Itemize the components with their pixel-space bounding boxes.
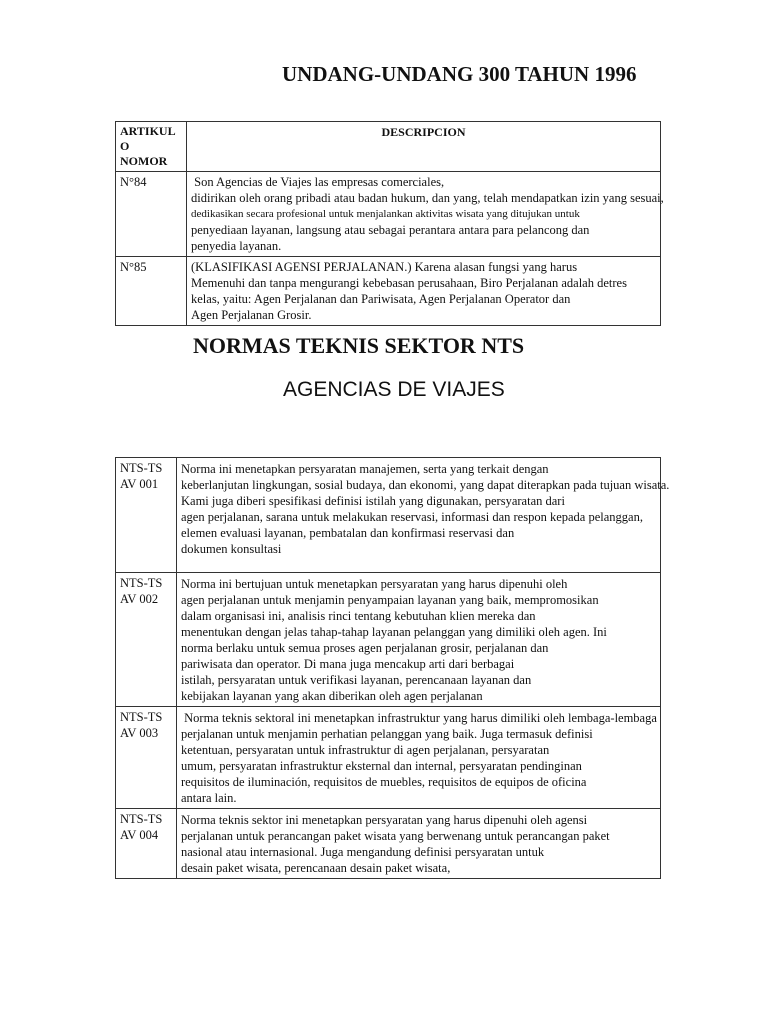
article-number: N°84 [116, 172, 187, 257]
description-line: kebijakan layanan yang akan diberikan oleh agen perjalanan [181, 689, 483, 703]
norm-code: NTS-TS AV 001 [116, 458, 177, 573]
description-line: menentukan dengan jelas tahap-tahap layanan pelanggan yang dimiliki oleh agen. Ini [181, 625, 607, 639]
article-number: N°85 [116, 257, 187, 326]
description-line: Norma teknis sektor ini menetapkan persyaratan yang harus dipenuhi oleh agensi [181, 813, 588, 827]
description-line: agen perjalanan untuk menjamin penyampaian layanan yang baik, mempromosikan [181, 593, 599, 607]
description-line: dalam organisasi ini, analisis rinci tentang kebutuhan klien mereka dan [181, 609, 536, 623]
table-row [116, 458, 661, 573]
table-row [116, 573, 661, 707]
description-line: didirikan oleh orang pribadi atau badan hukum, dan yang, telah mendapatkan izin yang sesuai, [191, 191, 664, 205]
norm-description [177, 809, 661, 879]
norms-table [115, 457, 670, 879]
description-line: Agen Perjalanan Grosir. [191, 308, 312, 322]
article-description [187, 172, 664, 257]
table-row [116, 707, 661, 809]
document-title: UNDANG-UNDANG 300 TAHUN 1996 [282, 62, 637, 86]
description-line: istilah, persyaratan untuk verifikasi layanan, perencanaan layanan dan [181, 673, 532, 687]
description-line: norma berlaku untuk semua proses agen perjalanan grosir, perjalanan dan [181, 641, 549, 655]
description-line: kelas, yaitu: Agen Perjalanan dan Pariwisata, Agen Perjalanan Operator dan [191, 292, 571, 306]
description-line: penyediaan layanan, langsung atau sebagai perantara antara para pelancong dan [191, 223, 590, 237]
description-line: (KLASIFIKASI AGENSI PERJALANAN.) Karena alasan fungsi yang harus [191, 260, 578, 274]
description-line: nasional atau internasional. Juga mengandung definisi persyaratan untuk [181, 845, 545, 859]
description-line: perjalanan untuk perancangan paket wisata yang berwenang untuk perancangan paket [181, 829, 610, 843]
description-line: Son Agencias de Viajes las empresas comerciales, [191, 175, 445, 189]
description-line: dokumen konsultasi [181, 542, 282, 556]
description-line: agen perjalanan, sarana untuk melakukan reservasi, informasi dan respon kepada pelanggan, [181, 510, 643, 524]
table-row [116, 257, 661, 326]
description-line: requisitos de iluminación, requisitos de muebles, requisitos de equipos de oficina [181, 775, 587, 789]
norm-code: NTS-TS AV 002 [116, 573, 177, 707]
table-row [116, 172, 661, 257]
description-line: Norma ini bertujuan untuk menetapkan persyaratan yang harus dipenuhi oleh [181, 577, 568, 591]
description-line: perjalanan untuk menjamin perhatian pelanggan yang baik. Juga termasuk definisi [181, 727, 593, 741]
section-subtitle: AGENCIAS DE VIAJES [283, 378, 505, 397]
description-line: ketentuan, persyaratan untuk infrastruktur di agen perjalanan, persyaratan [181, 743, 550, 757]
norm-description [177, 458, 670, 573]
norm-code: NTS-TS AV 004 [116, 809, 177, 879]
description-line: Memenuhi dan tanpa mengurangi kebebasan perusahaan, Biro Perjalanan adalah detres [191, 276, 627, 290]
description-header: DESCRIPCION [187, 122, 661, 172]
article-number-header: ARTIKUL O NOMOR [116, 122, 187, 172]
description-line: Kami juga diberi spesifikasi definisi istilah yang digunakan, persyaratan dari [181, 494, 565, 508]
articles-table [115, 121, 664, 326]
description-line: Norma ini menetapkan persyaratan manajemen, serta yang terkait dengan [181, 462, 549, 476]
description-line: dedikasikan secara profesional untuk menjalankan aktivitas wisata yang ditujukan untuk [191, 208, 580, 220]
description-line: antara lain. [181, 791, 237, 805]
description-line: desain paket wisata, perencanaan desain paket wisata, [181, 861, 451, 875]
table-row [116, 809, 661, 879]
description-line: Norma teknis sektoral ini menetapkan infrastruktur yang harus dimiliki oleh lembaga-lembaga [181, 711, 657, 725]
description-line: umum, persyaratan infrastruktur eksternal dan internal, persyaratan pendinginan [181, 759, 582, 773]
norm-description [177, 573, 661, 707]
article-description [187, 257, 661, 326]
description-line: pariwisata dan operator. Di mana juga mencakup arti dari berbagai [181, 657, 515, 671]
norm-code: NTS-TS AV 003 [116, 707, 177, 809]
description-line: keberlanjutan lingkungan, sosial budaya, dan ekonomi, yang dapat diterapkan pada tujuan wisata. [181, 478, 670, 492]
table-header-row [116, 122, 661, 172]
norm-description [177, 707, 661, 809]
description-line: penyedia layanan. [191, 239, 282, 253]
section-title: NORMAS TEKNIS SEKTOR NTS [193, 333, 525, 358]
description-line: elemen evaluasi layanan, pembatalan dan konfirmasi reservasi dan [181, 526, 515, 540]
